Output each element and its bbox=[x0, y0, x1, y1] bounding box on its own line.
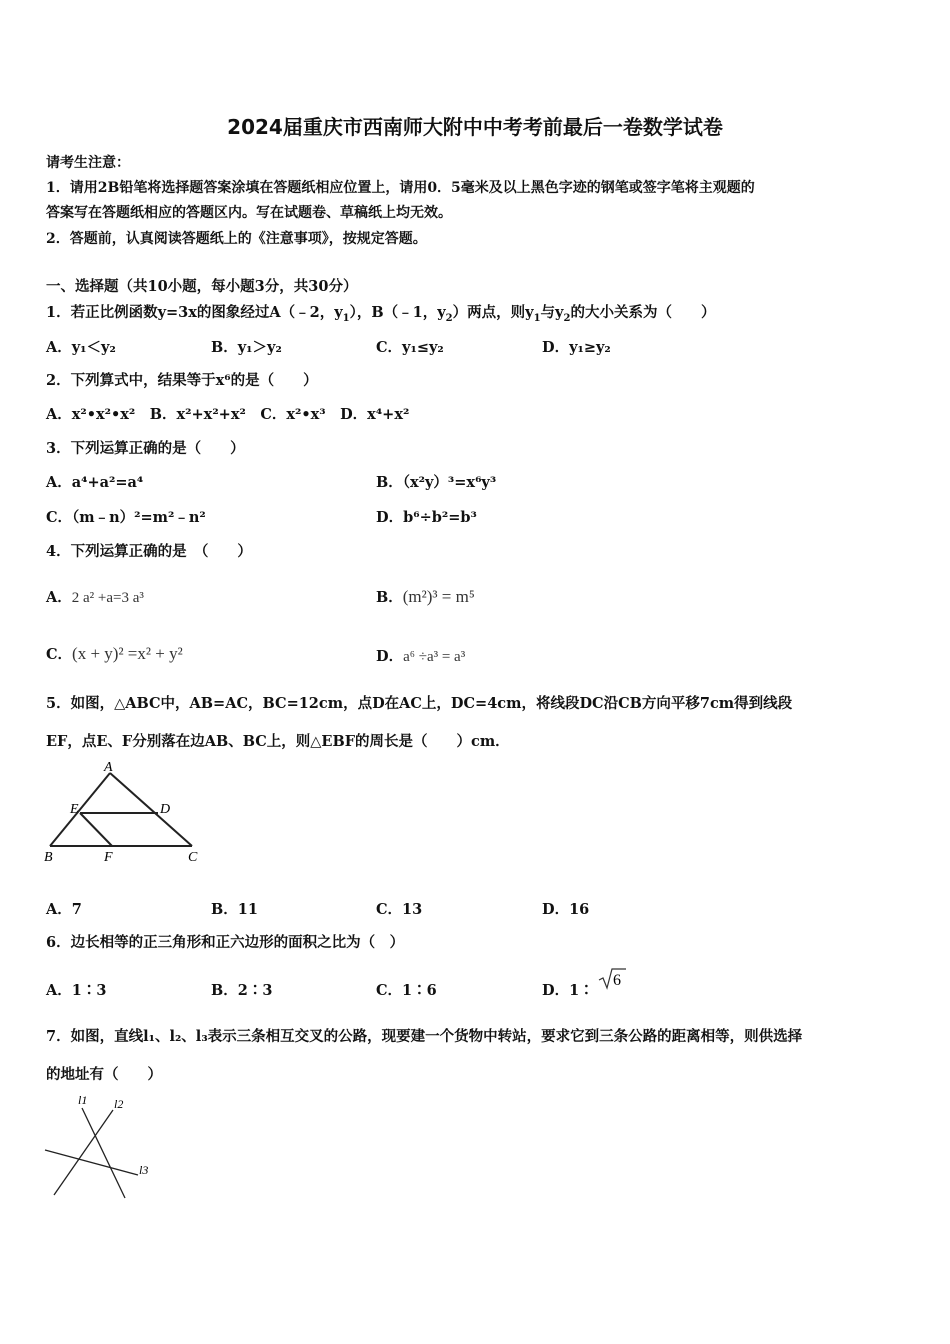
q4-b-expression: (m²)³ = m⁵ bbox=[402, 587, 475, 606]
q1-option-d: D．y₁≥y₂ bbox=[542, 339, 611, 356]
q3-stem: 3．下列运算正确的是（ ） bbox=[46, 440, 245, 457]
sqrt-radicand: 6 bbox=[613, 972, 621, 989]
q1-stem: 1．若正比例函数y=3x的图象经过A（﹣2，$y_1$），B（﹣1，$y_2$）两点，则$y_1$与$y_2$的大小关系为（ ） bbox=[46, 304, 716, 324]
q2-options: A．x²•x²•x² B．x²+x²+x² C．x²•x³ D．x⁴+x² bbox=[46, 406, 410, 423]
q3-option-b: B．（x²y）³=x⁶y³ bbox=[376, 474, 497, 491]
segment-ef bbox=[80, 813, 112, 846]
q6-option-a: A．1∶3 bbox=[46, 982, 107, 999]
line-l3 bbox=[45, 1150, 138, 1175]
label-b: B bbox=[44, 850, 53, 865]
q6-stem: 6．边长相等的正三角形和正六边形的面积之比为（ ） bbox=[46, 934, 405, 951]
q1-option-c: C．y₁≤y₂ bbox=[376, 339, 444, 356]
section-heading: 一、选择题（共10小题，每小题3分，共30分） bbox=[46, 278, 358, 295]
q4-option-a: A．2 a² +a=3 a³ bbox=[46, 589, 144, 606]
notice-line-2: 答案写在答题纸相应的答题区内。写在试题卷、草稿纸上均无效。 bbox=[46, 205, 452, 221]
q7-stem-line-1: 7．如图，直线l₁、l₂、l₃表示三条相互交叉的公路，现要建一个货物中转站，要求它到三条公路的距离相等，则供选择 bbox=[46, 1028, 803, 1045]
label-l3: l3 bbox=[139, 1163, 149, 1177]
q4-c-expression: (x + y)² =x² + y² bbox=[72, 644, 183, 663]
q5-option-a: A．7 bbox=[46, 901, 82, 918]
q1-option-b: B．y₁＞y₂ bbox=[211, 339, 282, 356]
label-e: E bbox=[70, 802, 79, 817]
q7-stem-line-2: 的地址有（ ） bbox=[46, 1066, 162, 1083]
q3-option-a: A．a⁴+a²=a⁴ bbox=[46, 474, 144, 491]
q4-stem: 4．下列运算正确的是 （ ） bbox=[46, 543, 252, 560]
q4-d-expression: a⁶ ÷a³ = a³ bbox=[403, 649, 466, 665]
q4-option-b: B．(m²)³ = m⁵ bbox=[376, 587, 475, 606]
label-c: C bbox=[188, 850, 198, 865]
label-l2: l2 bbox=[114, 1097, 124, 1111]
q4-option-c: C．(x + y)² =x² + y² bbox=[46, 644, 183, 663]
q6-option-d: D．1∶ bbox=[542, 982, 594, 999]
line-l1 bbox=[82, 1108, 125, 1198]
sqrt-6-symbol bbox=[597, 966, 627, 992]
q3-option-d: D．b⁶÷b²=b³ bbox=[376, 509, 477, 526]
q7-lines-figure bbox=[40, 1090, 160, 1205]
notice-line-3: 2．答题前，认真阅读答题纸上的《注意事项》，按规定答题。 bbox=[46, 231, 427, 247]
q6-option-b: B．2∶3 bbox=[211, 982, 273, 999]
q5-option-d: D．16 bbox=[542, 901, 590, 918]
segment-ac bbox=[110, 773, 192, 846]
label-l1: l1 bbox=[78, 1093, 88, 1107]
label-d: D bbox=[160, 802, 171, 817]
line-l2 bbox=[54, 1110, 113, 1195]
q5-triangle-figure bbox=[40, 758, 205, 870]
q2-stem: 2．下列算式中，结果等于x⁶的是（ ） bbox=[46, 372, 318, 389]
q5-option-c: C．13 bbox=[376, 901, 423, 918]
label-f: F bbox=[104, 850, 113, 865]
q6-option-c: C．1∶6 bbox=[376, 982, 437, 999]
q1-option-a: A．y₁＜y₂ bbox=[46, 339, 116, 356]
q5-option-b: B．11 bbox=[211, 901, 258, 918]
q4-option-d: D．a⁶ ÷a³ = a³ bbox=[376, 648, 466, 665]
exam-title: 2024届重庆市西南师大附中中考考前最后一卷数学试卷 bbox=[227, 115, 723, 139]
q3-option-c: C．（m﹣n）²=m²﹣n² bbox=[46, 509, 206, 526]
q4-a-expression: 2 a² +a=3 a³ bbox=[71, 590, 144, 606]
notice-line-1: 1．请用2B铅笔将选择题答案涂填在答题纸相应位置上，请用0．5毫米及以上黑色字迹的钢笔或签字笔将主观题的 bbox=[46, 180, 755, 196]
q5-stem-line-1: 5．如图，△ABC中，AB=AC，BC=12cm，点D在AC上，DC=4cm，将线段DC沿CB方向平移7cm得到线段 bbox=[46, 695, 793, 712]
q5-stem-line-2: EF，点E、F分别落在边AB、BC上，则△EBF的周长是（ ）cm． bbox=[46, 733, 510, 750]
label-a: A bbox=[104, 760, 113, 775]
notice-heading: 请考生注意： bbox=[46, 155, 130, 171]
